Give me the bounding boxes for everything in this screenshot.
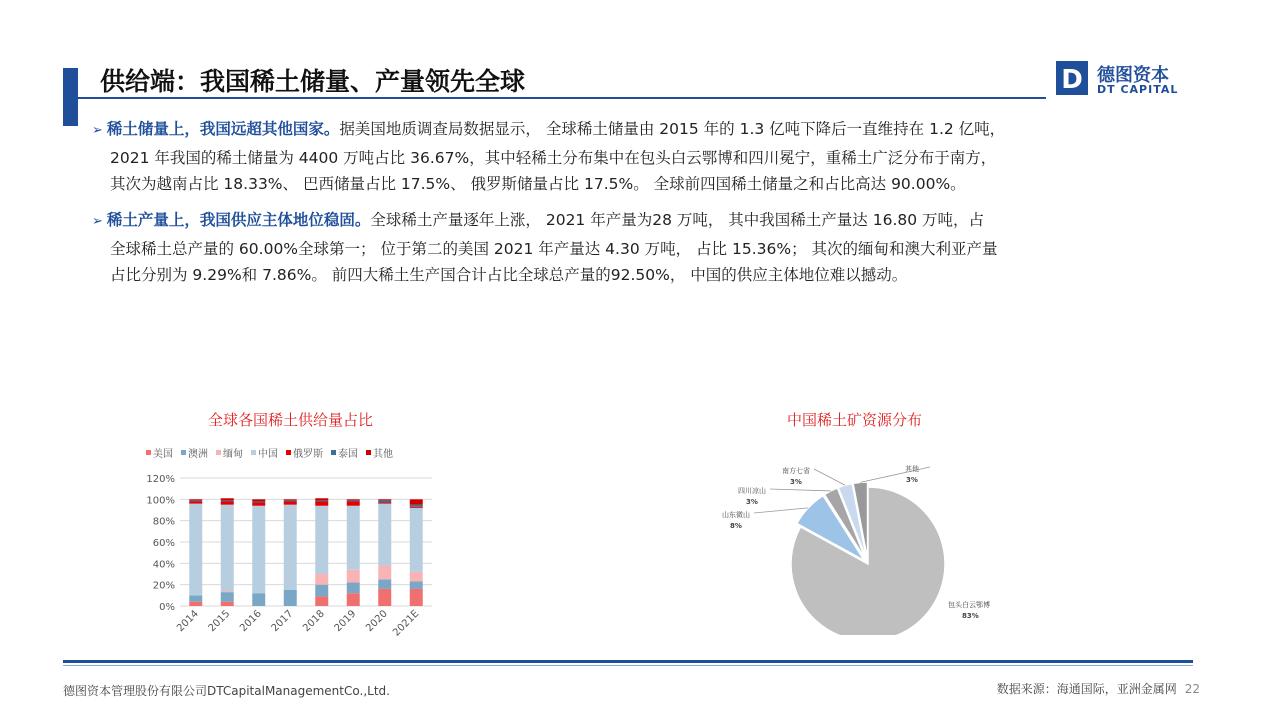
legend-swatch — [331, 450, 336, 455]
legend-swatch — [286, 450, 291, 455]
pie-leader-line — [860, 467, 930, 482]
footer-source — [997, 680, 1200, 697]
legend-label: 泰国 — [338, 449, 358, 460]
bar-segment — [315, 501, 328, 505]
y-tick-label: 80% — [152, 516, 175, 528]
bar-segment — [284, 505, 297, 590]
paragraph-lead: 稀土产量上，我国供应主体地位稳固。 — [106, 211, 371, 229]
bar-segment — [315, 500, 328, 501]
footer-divider — [63, 660, 1193, 663]
x-tick-label: 2017 — [269, 608, 296, 635]
paragraph-reserves — [92, 116, 1177, 198]
logo-name-en: DT CAPITAL — [1097, 83, 1179, 96]
legend-label: 缅甸 — [223, 449, 243, 460]
bar-segment — [410, 507, 423, 508]
paragraph-lead: 稀土储量上，我国远超其他国家。 — [106, 120, 340, 138]
data-source: 数据来源：海通国际，亚洲金属网 — [996, 682, 1177, 696]
bar-segment — [347, 501, 360, 505]
bar-segment — [284, 499, 297, 500]
legend-label: 澳洲 — [188, 449, 208, 460]
bar-segment — [252, 593, 265, 606]
paragraph-line: 占比分别为 9.29%和 7.86%。 前四大稀土生产国合计占比全球总产量的92.50%， 中国的供应主体地位难以撼动。 — [110, 266, 908, 284]
legend-swatch — [251, 450, 256, 455]
pie-leader-line — [770, 489, 831, 491]
x-tick-label: 2015 — [206, 608, 233, 635]
paragraph-line: 其次为越南占比 18.33%、 巴西储量占比 17.5%、 俄罗斯储量占比 17.5%。 全球前四国稀土储量之和占比高达 90.00%。 — [110, 175, 966, 193]
bar-segment — [252, 499, 265, 501]
footer-divider-thin — [63, 665, 1193, 666]
paragraph-text: 据美国地质调查局数据显示， 全球稀土储量由 2015 年的 1.3 亿吨下降后一直维持在 1.2 亿吨， — [339, 120, 1006, 138]
bar-segment — [378, 500, 391, 502]
bar-segment — [189, 501, 202, 503]
y-tick-label: 120% — [146, 474, 175, 485]
x-tick-label: 2021E — [391, 608, 422, 639]
bar-segment — [221, 591, 234, 592]
pie-slice-value: 3% — [906, 476, 918, 484]
bar-segment — [221, 500, 234, 501]
bar-segment — [284, 501, 297, 504]
y-tick-label: 60% — [152, 538, 175, 549]
bar-segment — [315, 574, 328, 585]
bar-segment — [410, 499, 423, 504]
supply-share-bar-chart — [140, 438, 440, 648]
legend-label: 中国 — [258, 449, 278, 460]
x-tick-label: 2016 — [238, 608, 264, 635]
bar-segment — [378, 499, 391, 500]
bar-segment — [410, 572, 423, 582]
arrow-bullet-icon: ➢ — [92, 214, 103, 229]
pie-slice-label: 山东微山 — [722, 511, 750, 519]
x-tick-label: 2014 — [175, 608, 201, 635]
pie-slice-value: 83% — [962, 612, 979, 620]
legend-swatch — [366, 450, 371, 455]
bar-segment — [315, 498, 328, 500]
legend-label: 其他 — [373, 449, 393, 460]
y-tick-label: 20% — [152, 580, 175, 592]
bar-segment — [284, 590, 297, 606]
arrow-bullet-icon: ➢ — [92, 123, 103, 138]
bar-segment — [252, 503, 265, 506]
bar-segment — [410, 505, 423, 507]
bar-segment — [221, 602, 234, 606]
bar-segment — [284, 500, 297, 501]
title-accent-bar — [63, 68, 78, 126]
bar-segment — [347, 506, 360, 570]
page-title: 供给端：我国稀土储量、产量领先全球 — [100, 67, 526, 96]
pie-slice-value: 8% — [730, 522, 742, 530]
paragraph-line: 2021 年我国的稀土储量为 4400 万吨占比 36.67%，其中轻稀土分布集中在包头白云鄂博和四川冕宁，重稀土广泛分布于南方， — [110, 148, 997, 167]
bar-segment — [410, 581, 423, 588]
bar-segment — [347, 499, 360, 500]
legend-swatch — [181, 450, 186, 455]
pie-slice-value: 3% — [746, 498, 758, 506]
legend-swatch — [216, 450, 221, 455]
legend-label: 俄罗斯 — [293, 449, 323, 460]
china-resources-pie-chart — [700, 455, 990, 635]
bar-segment — [221, 501, 234, 504]
bar-segment — [378, 579, 391, 589]
bar-segment — [378, 504, 391, 566]
company-logo — [1056, 61, 1186, 97]
pie-slice-label: 四川凉山 — [738, 487, 766, 495]
pie-slice-label: 其他 — [905, 465, 919, 473]
bar-segment — [410, 508, 423, 572]
x-tick-label: 2018 — [301, 608, 327, 635]
bar-segment — [315, 596, 328, 606]
bar-segment — [189, 602, 202, 606]
logo-name-cn: 德图资本 — [1097, 65, 1169, 86]
bar-segment — [410, 589, 423, 606]
bar-segment — [189, 504, 202, 596]
bar-chart-title: 全球各国稀土供给量占比 — [208, 411, 374, 429]
pie-chart-title: 中国稀土矿资源分布 — [787, 411, 923, 429]
bar-segment — [347, 500, 360, 501]
pie-slice-label: 包头白云鄂博 — [948, 601, 990, 609]
legend-label: 美国 — [153, 449, 173, 460]
logo-mark-letter: D — [1061, 65, 1083, 95]
bar-segment — [315, 585, 328, 597]
bar-segment — [378, 565, 391, 579]
bar-segment — [221, 592, 234, 602]
paragraph-line — [92, 116, 1177, 145]
pie-leader-line — [814, 469, 845, 485]
bar-segment — [189, 595, 202, 601]
bar-segment — [315, 506, 328, 574]
paragraph-text: 全球稀土产量逐年上涨， 2021 年产量为28 万吨， 其中我国稀土产量达 16.80 万吨，占 — [370, 211, 985, 229]
bar-segment — [252, 506, 265, 593]
bar-segment — [347, 570, 360, 583]
pie-leader-line — [754, 508, 808, 513]
bar-segment — [347, 583, 360, 594]
x-tick-label: 2019 — [332, 608, 359, 635]
logo-mark-icon — [1056, 61, 1088, 95]
page-number: 22 — [1184, 682, 1200, 696]
bar-segment — [221, 505, 234, 591]
title-divider — [78, 97, 1046, 99]
bar-segment — [189, 500, 202, 501]
bar-segment — [221, 498, 234, 500]
footer-company: 德图资本管理股份有限公司DTCapitalManagementCo.,Ltd. — [63, 684, 390, 698]
paragraph-production — [92, 207, 1177, 289]
pie-slice-value: 3% — [790, 478, 802, 486]
bar-segment — [252, 501, 265, 502]
x-tick-label: 2020 — [364, 608, 390, 635]
legend-swatch — [146, 450, 151, 455]
paragraph-line — [92, 207, 1177, 236]
paragraph-line: 全球稀土总产量的 60.00%全球第一； 位于第二的美国 2021 年产量达 4.30 万吨， 占比 15.36%； 其次的缅甸和澳大利亚产量 — [110, 239, 998, 258]
bar-segment — [378, 589, 391, 606]
y-tick-label: 40% — [152, 559, 175, 571]
y-tick-label: 0% — [159, 602, 175, 613]
bar-segment — [347, 593, 360, 606]
y-tick-label: 100% — [146, 495, 175, 507]
pie-slice-label: 南方七省 — [782, 467, 810, 475]
bar-segment — [189, 499, 202, 500]
bar-segment — [378, 503, 391, 504]
